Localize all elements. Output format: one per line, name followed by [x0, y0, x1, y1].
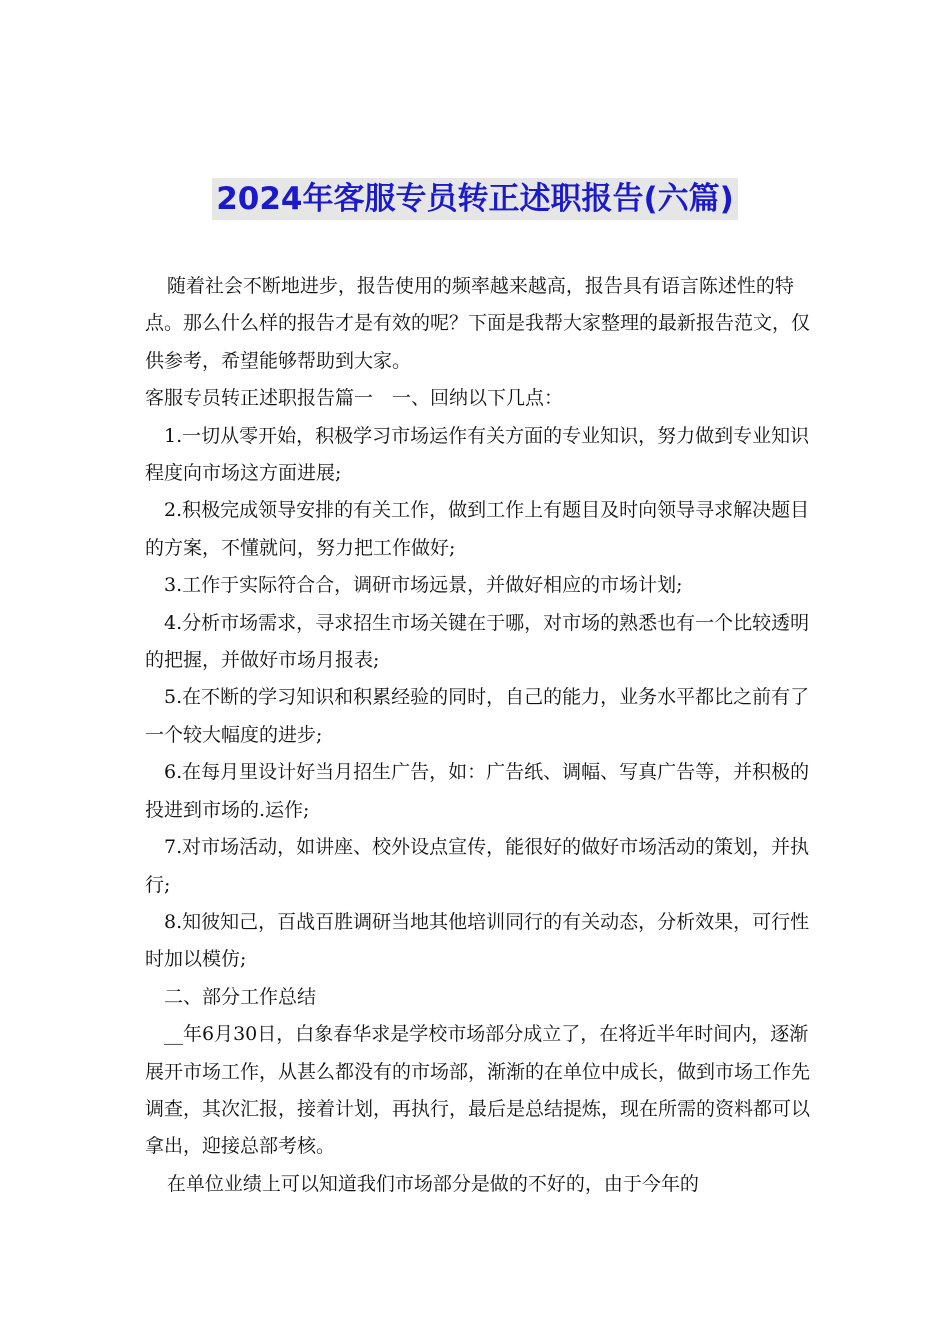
document-title: 2024年客服专员转正述职报告(六篇) — [212, 178, 738, 220]
title-container — [0, 178, 950, 220]
intro-paragraph: 随着社会不断地进步，报告使用的频率越来越高，报告具有语言陈述性的特点。那么什么样的报告才是有效的呢？下面是我帮大家整理的最新报告范文，仅供参考，希望能够帮助到大家。 — [145, 275, 811, 372]
list-item-6: 6.在每月里设计好当月招生广告，如：广告纸、调幅、写真广告等，并积极的投进到市场的.运作; — [145, 761, 810, 821]
list-item-7: 7.对市场活动，如讲座、校外设点宣传，能很好的做好市场活动的策划，并执行; — [145, 836, 810, 896]
list-item-8: 8.知彼知己，百战百胜调研当地其他培训同行的有关动态，分析效果，可行性时加以模仿; — [145, 910, 810, 971]
list-item-3: 3.工作于实际符合合，调研市场远景，并做好相应的市场计划; — [164, 574, 683, 597]
list-item-1: 1.一切从零开始，积极学习市场运作有关方面的专业知识，努力做到专业知识程度向市场这方面进展; — [145, 424, 810, 485]
summary-paragraph: __年6月30日，白象春华求是学校市场部分成立了，在将近半年时间内，逐渐展开市场工作，从甚么都没有的市场部，渐渐的在单位中成长，做到市场工作先调查，其次汇报，接着计划，再执行，最后是总结提炼，现在所需的资料都可以拿出，迎接总部考核。 — [145, 1023, 811, 1158]
closing-paragraph: 在单位业绩上可以知道我们市场部分是做的不好的，由于今年的 — [166, 1172, 699, 1195]
document-body — [145, 268, 813, 1203]
list-item-5: 5.在不断的学习知识和积累经验的同时，自己的能力，业务水平都比之前有了一个较大幅度的进步; — [145, 686, 810, 746]
section-heading-2: 二、部分工作总结 — [164, 985, 317, 1008]
list-item-4: 4.分析市场需求，寻求招生市场关键在于哪，对市场的熟悉也有一个比较透明的把握，并做好市场月报表; — [145, 611, 810, 672]
list-item-2: 2.积极完成领导安排的有关工作，做到工作上有题目及时向领导寻求解决题目的方案，不懂就问，努力把工作做好; — [145, 499, 810, 559]
section-heading-1: 客服专员转正述职报告篇一 一、回纳以下几点： — [145, 387, 564, 410]
